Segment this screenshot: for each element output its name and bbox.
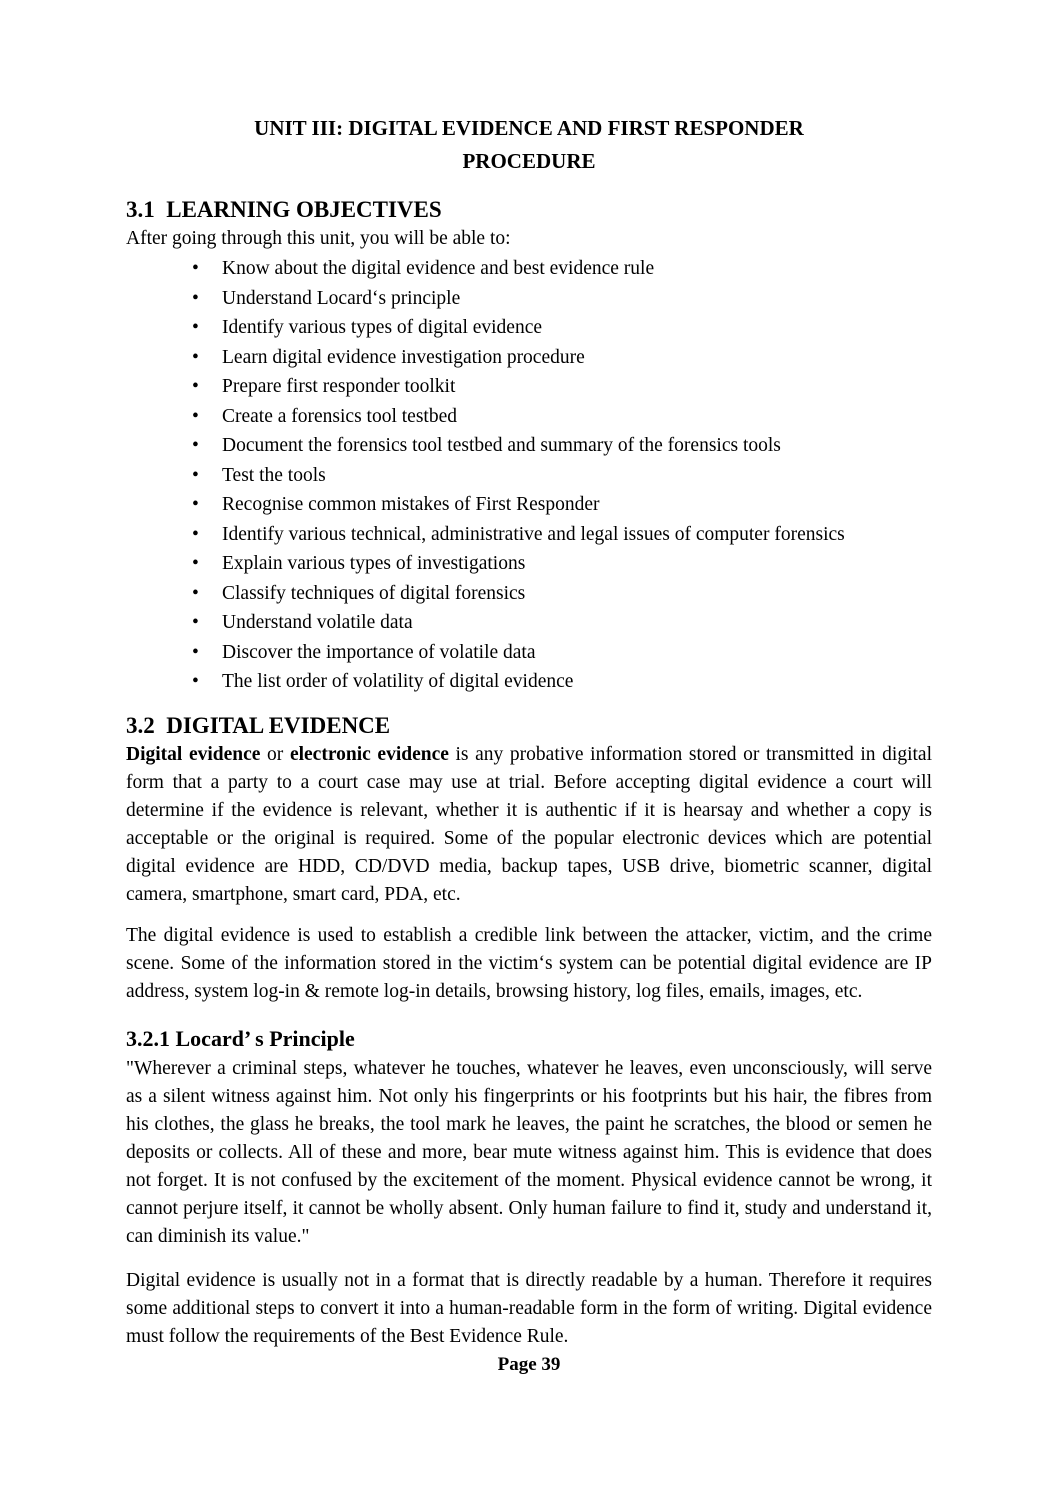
document-title-line1: UNIT III: DIGITAL EVIDENCE AND FIRST RESPONDER	[254, 116, 804, 140]
objective-item: • Know about the digital evidence and best evidence rule	[126, 254, 932, 284]
learning-objectives-intro: After going through this unit, you will be able to:	[126, 228, 511, 249]
objective-item: • Discover the importance of volatile data	[126, 638, 932, 668]
digital-evidence-paragraph-1	[126, 741, 932, 909]
paragraph-text: is any probative information stored or transmitted in digital form that a party to a court case may use at trial. Before accepting digital evidence a court will determine if the evidence is relevant, whether it is authentic if it is hearsay and whether a copy is acceptable or the original is required. Some of the popular electronic devices which are potential digital evidence are HDD, CD/DVD media, backup tapes, USB drive, biometric scanner, digital camera, smartphone, smart card, PDA, etc.	[126, 743, 932, 905]
bold-electronic-evidence: electronic evidence	[289, 743, 449, 765]
locards-principle-paragraph: Digital evidence is usually not in a format that is directly readable by a human. Therefore it requires some additional steps to convert it into a human-readable form in the form of writing. Digital evidence must follow the requirements of the Best Evidence Rule.	[126, 1269, 932, 1347]
objective-item: • Create a forensics tool testbed	[126, 402, 932, 432]
bold-digital-evidence: Digital evidence	[126, 743, 261, 765]
objective-item: • Learn digital evidence investigation procedure	[126, 343, 932, 373]
locards-principle-quote: "Wherever a criminal steps, whatever he touches, whatever he leaves, even unconsciously, will serve as a silent witness against him. Not only his fingerprints or his footprints but his hair, the fibres from his clothes, the glass he breaks, the tool mark he leaves, the paint he scratches, the blood or semen he deposits or collects. All of these and more, bear mute witness against him. This is evidence that does not forget. It is not confused by the excitement of the moment. Physical evidence cannot be wrong, it cannot perjure itself, it cannot be wholly absent. Only human failure to find it, study and understand it, can diminish its value."	[126, 1057, 932, 1247]
objective-item: • Understand Locard‘s principle	[126, 284, 932, 314]
objective-item: • Understand volatile data	[126, 608, 932, 638]
page-number: Page 39	[497, 1353, 561, 1375]
objective-item: • The list order of volatility of digital evidence	[126, 667, 932, 697]
digital-evidence-paragraph-2: The digital evidence is used to establish a credible link between the attacker, victim, and the crime scene. Some of the information stored in the victim‘s system can be potential digital evidence are IP address, system log-in & remote log-in details, browsing history, log files, emails, images, etc.	[126, 924, 932, 1002]
objective-item: • Recognise common mistakes of First Responder	[126, 490, 932, 520]
heading-learning-objectives: 3.1 LEARNING OBJECTIVES	[126, 197, 442, 222]
heading-locards-principle: 3.2.1 Locard’ s Principle	[126, 1025, 355, 1051]
objective-item: • Identify various technical, administrative and legal issues of computer forensics	[126, 520, 932, 550]
objective-item: • Identify various types of digital evidence	[126, 313, 932, 343]
learning-objectives-list	[126, 254, 932, 697]
objective-item: • Test the tools	[126, 461, 932, 491]
objective-item: • Document the forensics tool testbed and summary of the forensics tools	[126, 431, 932, 461]
objective-item: • Classify techniques of digital forensics	[126, 579, 932, 609]
objective-item: • Prepare first responder toolkit	[126, 372, 932, 402]
document-title-line2: PROCEDURE	[462, 149, 596, 173]
document-title	[126, 112, 932, 178]
heading-digital-evidence: 3.2 DIGITAL EVIDENCE	[126, 712, 391, 738]
objective-item: • Explain various types of investigations	[126, 549, 932, 579]
paragraph-text: or	[260, 743, 290, 765]
